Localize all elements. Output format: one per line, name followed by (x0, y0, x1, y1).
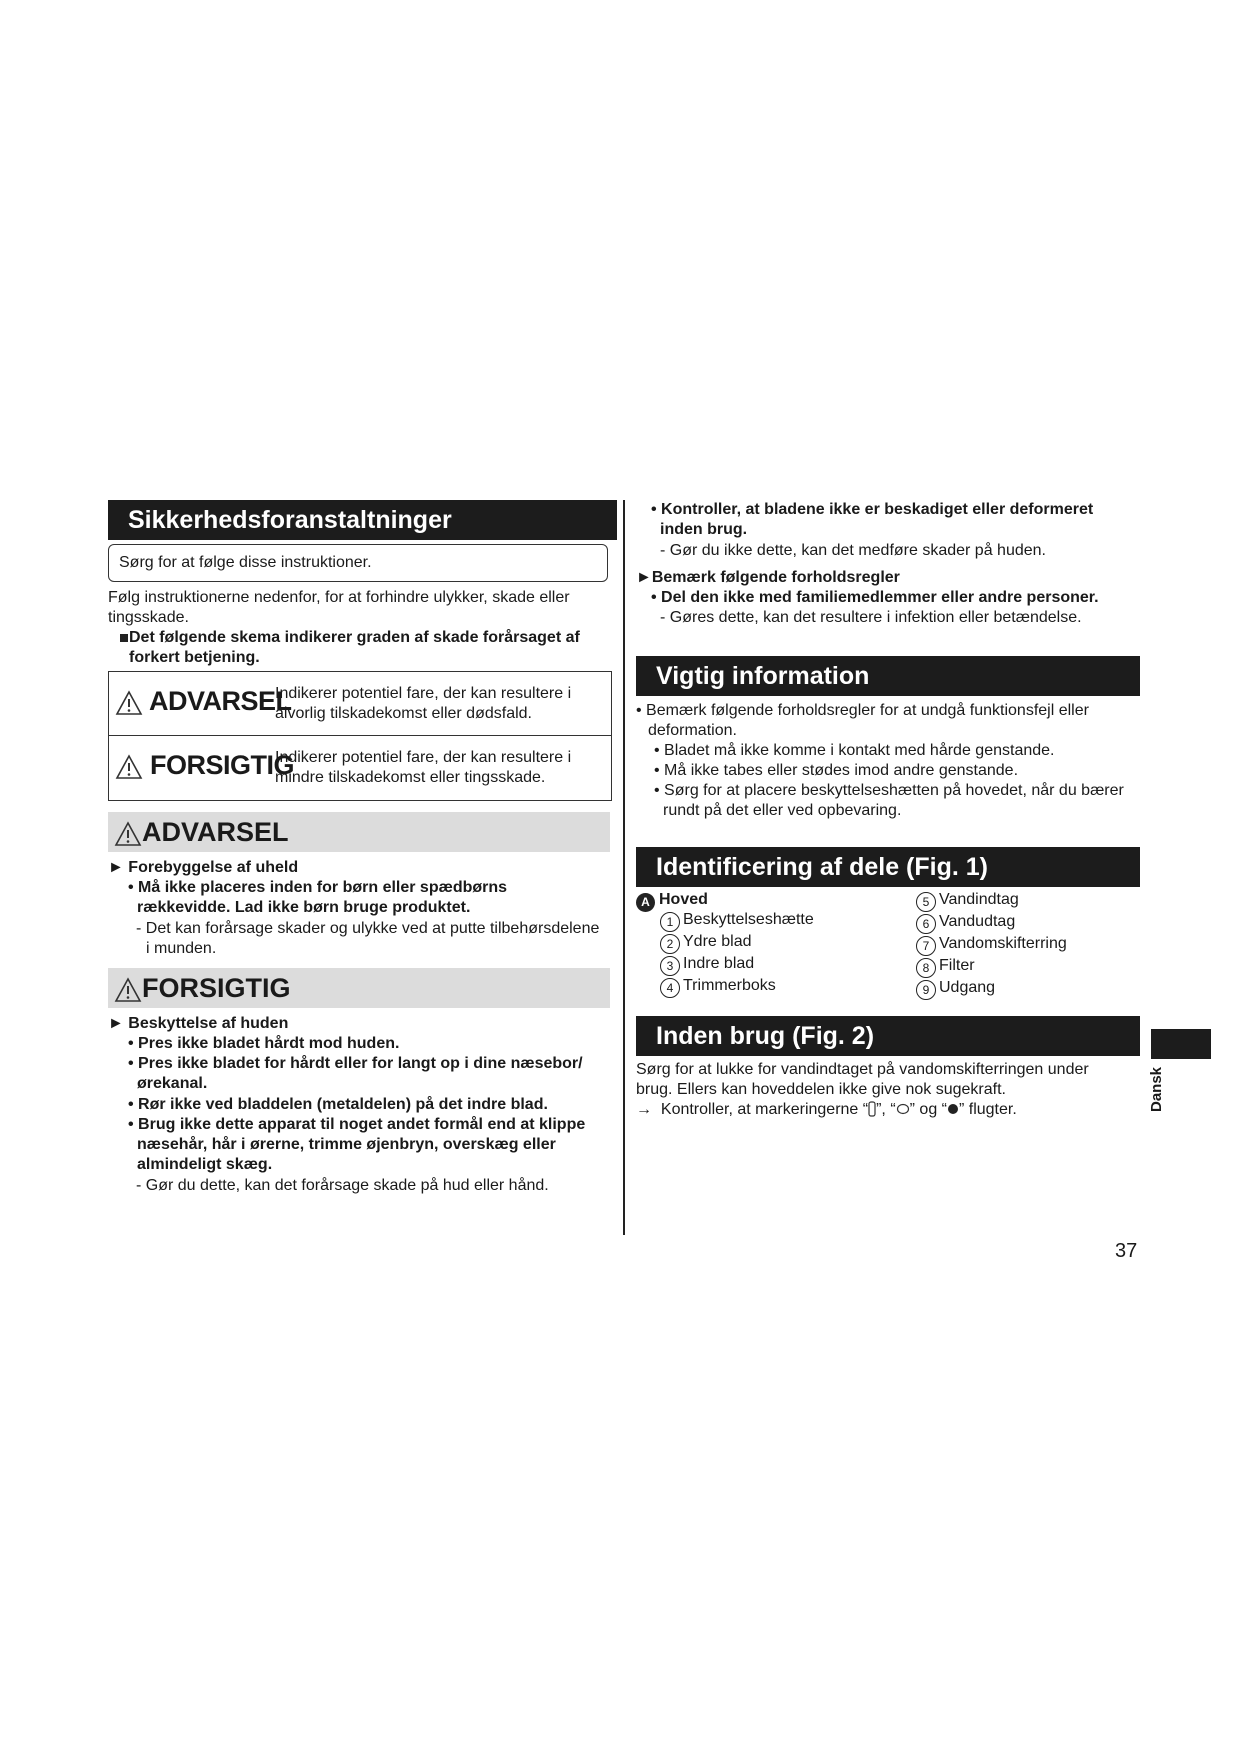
continued-detail: - Gøres dette, kan det resultere i infektion eller betændelse. (660, 609, 1082, 626)
part-item: 6 Vandudtag (916, 912, 1067, 934)
warning-subheading: ► Forebyggelse af uheld (108, 859, 299, 876)
schema-text: Det følgende skema indikerer graden af skade forårsaget af forkert betjening. (120, 628, 580, 668)
caution-subheading: ► Beskyttelse af huden (108, 1015, 289, 1032)
before-use-text: Sørg for at lukke for vandindtaget på vandomskifterringen under brug. Ellers kan hoveddelen ikke give nok sugekraft. (636, 1061, 1089, 1098)
severity-row (109, 735, 611, 799)
section-title-before-use: Inden brug (Fig. 2) (636, 1016, 1140, 1056)
arrow-right-icon: ► (108, 859, 124, 876)
caution-bullet: • Brug ikke dette apparat til noget andet formål end at klippe næsehår, hår i ørerne, trimme øjenbryn, overskæg eller almindeligt skæg. (128, 1116, 586, 1173)
number-circle-icon: 3 (660, 956, 680, 976)
language-tab (1151, 1029, 1211, 1059)
dot-marker-icon (947, 1103, 959, 1115)
caution-bullet: • Rør ikke ved bladdelen (metaldelen) på det indre blad. (128, 1096, 548, 1113)
column-divider (623, 500, 625, 1235)
important-bullet: • Sørg for at placere beskyttelseshætten på hovedet, når du bærer rundt på det eller ved opbevaring. (654, 782, 1124, 819)
caution-detail: - Gør du dette, kan det forårsage skade på hud eller hånd. (136, 1177, 549, 1194)
group-a-icon: A (636, 893, 655, 912)
part-item: 3 Indre blad (660, 954, 814, 976)
warning-triangle-icon (114, 821, 142, 847)
line-marker-icon (868, 1101, 876, 1117)
square-bullet-icon (120, 634, 128, 642)
important-bullet: • Bladet må ikke komme i kontakt med hårde genstande. (654, 742, 1055, 759)
severity-row (109, 672, 611, 735)
intro-text: Følg instruktionerne nedenfor, for at forhindre ulykker, skade eller tingsskade. (108, 589, 570, 626)
alignment-instruction: → Kontroller, at markeringerne “ ”, “ ” og “ ” flugter. (636, 1101, 1017, 1118)
arrow-right-icon: ► (636, 569, 652, 586)
part-item: 1 Beskyttelseshætte (660, 910, 814, 932)
important-text: • Bemærk følgende forholdsregler for at undgå funktionsfejl eller deformation. (636, 702, 1089, 739)
caution-bullet: • Pres ikke bladet hårdt mod huden. (128, 1035, 400, 1052)
arrow-right-icon: ► (108, 1015, 124, 1032)
continued-bullet: • Kontroller, at bladene ikke er beskadiget eller deformeret inden brug. (651, 501, 1094, 538)
continued-bullet: • Del den ikke med familiemedlemmer eller andre personer. (651, 589, 1099, 606)
warning-triangle-icon (115, 690, 143, 716)
part-item: 7 Vandomskifterring (916, 934, 1067, 956)
instruction-note: Sørg for at følge disse instruktioner. (108, 544, 608, 582)
arrow-icon: → (636, 1101, 652, 1118)
warning-bullet: • Må ikke placeres inden for børn eller spædbørns rækkevidde. Lad ikke børn bruge produktet. (128, 879, 508, 916)
part-item: 2 Ydre blad (660, 932, 814, 954)
number-circle-icon: 8 (916, 958, 936, 978)
warning-header: ADVARSEL (108, 812, 610, 852)
section-title-safety: Sikkerhedsforanstaltninger (108, 500, 617, 540)
part-item: 4 Trimmerboks (660, 976, 814, 998)
severity-word: FORSIGTIG (115, 750, 294, 781)
continued-subheading: ►Bemærk følgende forholdsregler (636, 569, 900, 586)
number-circle-icon: 4 (660, 978, 680, 998)
continued-detail: - Gør du ikke dette, kan det medføre skader på huden. (660, 542, 1046, 559)
warning-triangle-icon (115, 754, 143, 780)
part-item: 5 Vandindtag (916, 890, 1067, 912)
number-circle-icon: 7 (916, 936, 936, 956)
warning-triangle-icon (114, 977, 142, 1003)
parts-group-heading: A Hoved (636, 890, 708, 912)
part-item: 8 Filter (916, 956, 1067, 978)
severity-desc: Indikerer potentiel fare, der kan resultere i mindre tilskadekomst eller tingsskade. (275, 749, 572, 786)
severity-word: ADVARSEL (115, 686, 292, 717)
page-number: 37 (1115, 1240, 1138, 1262)
number-circle-icon: 6 (916, 914, 936, 934)
number-circle-icon: 9 (916, 980, 936, 1000)
part-item: 9 Udgang (916, 978, 1067, 1000)
parts-list-right (916, 890, 1067, 1000)
section-title-important: Vigtig information (636, 656, 1140, 696)
warning-detail: - Det kan forårsage skader og ulykke ved at putte tilbehørsdelene i munden. (136, 920, 600, 957)
parts-list-left (660, 910, 814, 998)
caution-header: FORSIGTIG (108, 968, 610, 1008)
number-circle-icon: 2 (660, 934, 680, 954)
number-circle-icon: 5 (916, 892, 936, 912)
number-circle-icon: 1 (660, 912, 680, 932)
caution-bullet: • Pres ikke bladet for hårdt eller for langt op i dine næsebor/ ørekanal. (128, 1055, 583, 1092)
language-label: Dansk (1148, 1066, 1165, 1112)
section-title-parts: Identificering af dele (Fig. 1) (636, 847, 1140, 887)
severity-table (108, 671, 612, 801)
circle-marker-icon (896, 1103, 910, 1115)
severity-desc: Indikerer potentiel fare, der kan resultere i alvorlig tilskadekomst eller dødsfald. (275, 685, 572, 722)
important-bullet: • Må ikke tabes eller stødes imod andre genstande. (654, 762, 1019, 779)
